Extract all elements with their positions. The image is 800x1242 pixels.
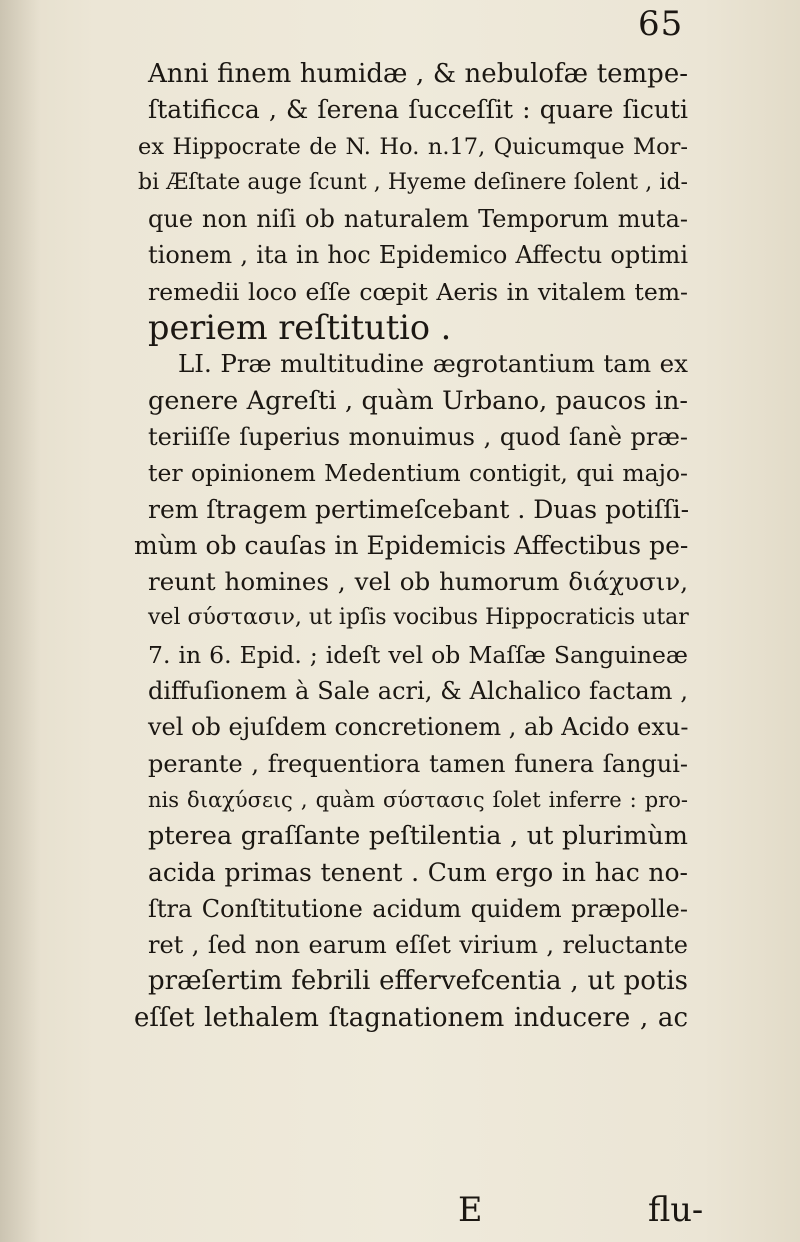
text-line: pterea graſſante peſtilentia , ut plurimùm (148, 821, 688, 852)
text-line: que non niſi ob naturalem Temporum muta- (148, 205, 688, 234)
text-line: Anni finem humidæ , & nebulofæ tempe- (148, 59, 688, 89)
text-line: acida primas tenent . Cum ergo in hac no- (148, 857, 688, 887)
text-line: ter opinionem Medentium contigit, qui majo- (148, 459, 688, 488)
text-block (134, 56, 690, 1036)
text-line: teriiſſe ſuperius monuimus , quod ſanè præ- (148, 422, 688, 451)
text-line: vel ob ejuſdem concretionem , ab Acido exu- (148, 713, 689, 742)
signature-mark: E (458, 1190, 483, 1229)
text-line: præſertim febrili effervefcentia , ut potis (148, 966, 688, 997)
text-line: rem ſtragem pertimeſcebant . Duas potiſſi- (148, 494, 690, 524)
text-line: remedii loco eſſe cœpit Aeris in vitalem tem- (148, 277, 688, 306)
text-line: mùm ob cauſas in Epidemicis Affectibus pe- (134, 530, 689, 560)
text-line: ſtra Conſtitutione acidum quidem præpolle- (148, 894, 688, 923)
page-number: 65 (638, 4, 684, 44)
section-heading-line: LI. Præ multitudine ægrotantium tam ex (178, 349, 688, 379)
text-line: diffuſionem à Sale acri, & Alchalico factam , (148, 677, 688, 706)
page-footer (148, 1190, 704, 1230)
text-line: vel σύστασιν, ut ipſis vocibus Hippocraticis utar (148, 605, 689, 631)
text-line: tionem , ita in hoc Epidemico Affectu optimi (148, 241, 688, 270)
text-line: eſſet lethalem ſtagnationem inducere , ac (134, 1002, 688, 1033)
text-line: genere Agreſti , quàm Urbano, paucos in- (148, 385, 688, 416)
catchword: flu- (648, 1190, 704, 1229)
text-line: bi Æſtate auge ſcunt , Hyeme deſinere ſolent , id- (138, 169, 688, 195)
text-line: 7. in 6. Epid. ; ideſt vel ob Maſſæ Sanguineæ (148, 640, 688, 669)
text-line: perante , frequentiora tamen funera ſangui- (148, 749, 688, 778)
gutter-shadow (0, 0, 40, 1242)
text-line: ex Hippocrate de N. Ho. n.17, Quicumque Mor- (138, 133, 688, 160)
text-line: periem reſtitutio . (148, 308, 452, 348)
text-line: reunt homines , vel ob humorum διάχυσιν, (148, 567, 688, 597)
text-line: nis διαχύσεις , quàm σύστασις ſolet inferre : pro- (148, 787, 688, 812)
text-line: ret , ſed non earum eſſet virium , reluctante (148, 931, 688, 960)
text-line: ſtatificca , & ſerena ſucceſſit : quare ſicuti (148, 95, 688, 125)
